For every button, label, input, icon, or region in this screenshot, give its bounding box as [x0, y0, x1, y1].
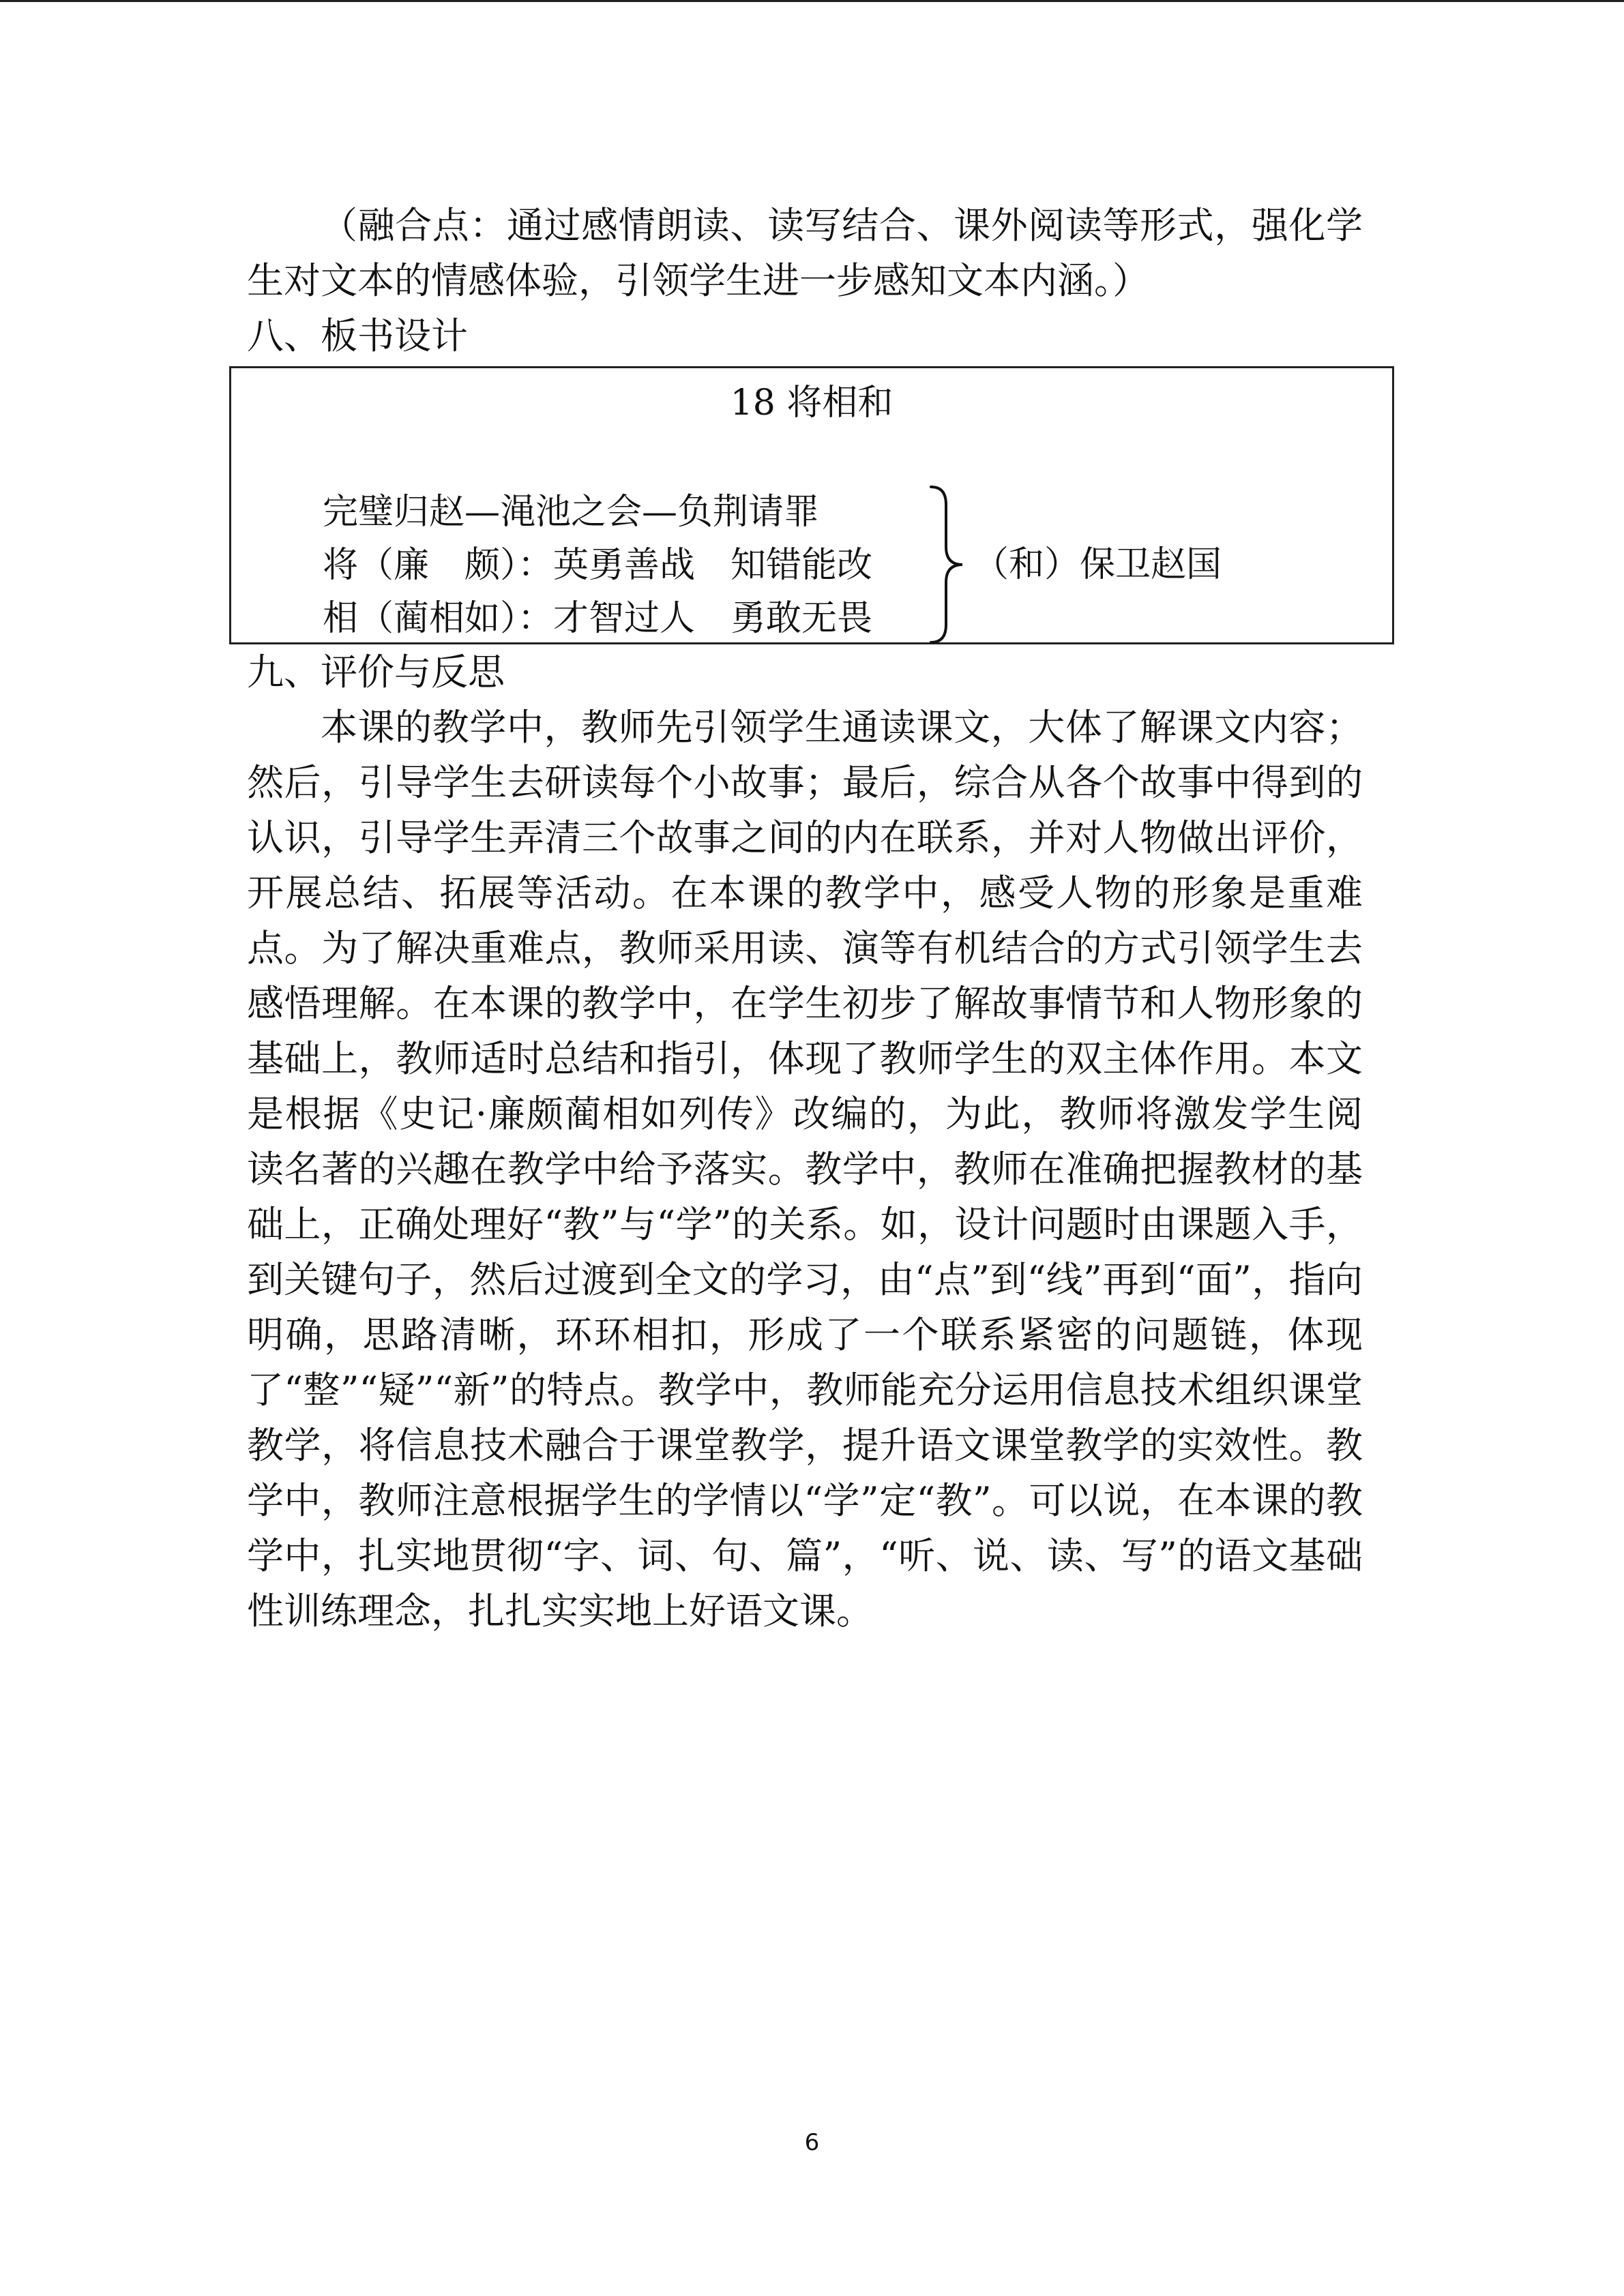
document-page: [247, 198, 1363, 1639]
board-line-story-sequence: 完璧归赵—渑池之会—负荆请罪: [323, 492, 820, 533]
board-line-general: 将（廉 颇）：英勇善战 知错能改: [323, 545, 873, 586]
board-title: 18 将相和: [730, 383, 894, 423]
top-border-line: [0, 0, 1624, 2]
board-conclusion: （和）保卫赵国: [973, 544, 1222, 585]
section-eight-heading: 八、板书设计: [247, 314, 468, 357]
reflection-paragraph: 本课的教学中，教师先引领学生通读课文，大体了解课文内容；然后，引导学生去研读每个小故事；最后，综合从各个故事中得到的认识，引导学生弄清三个故事之间的内在联系，并对人物做出评价，开展总结、拓展等活动。在本课的教学中，感受人物的形象是重难点。为了解决重难点，教师采用读、演等有机结合的方式引领学生去感悟理解。在本课的教学中，在学生初步了解故事情节和人物形象的基础上，教师适时总结和指引，体现了教师学生的双主体作用。本文是根据《史记·廉颇蔺相如列传》改编的，为此，教师将激发学生阅读名著的兴趣在教学中给予落实。教学中，教师在准确把握教材的基础上，正确处理好“教”与“学”的关系。如，设计问题时由课题入手，到关键句子，然后过渡到全文的学习，由“点”到“线”再到“面”，指向明确，思路清晰，环环相扣，形成了一个联系紧密的问题链，体现了“整”“疑”“新”的特点。教学中，教师能充分运用信息技术组织课堂教学，将信息技术融合于课堂教学，提升语文课堂教学的实效性。教学中，教师注意根据学生的学情以“学”定“教”。可以说，在本课的教学中，扎实地贯彻“字、词、句、篇”，“听、说、读、写”的语文基础性训练理念，扎扎实实地上好语文课。: [247, 706, 1363, 1632]
page-number: 6: [804, 2129, 820, 2156]
section-nine-heading: 九、评价与反思: [247, 651, 505, 694]
blackboard-design-box: [229, 366, 1394, 644]
right-brace-icon: [928, 484, 966, 645]
board-line-minister: 相（蔺相如）：才智过人 勇敢无畏: [323, 598, 873, 639]
fusion-note-paragraph: （融合点：通过感情朗读、读写结合、课外阅读等形式，强化学生对文本的情感体验，引领学生进一步感知文本内涵。）: [247, 204, 1363, 302]
board-lines: [323, 486, 872, 645]
